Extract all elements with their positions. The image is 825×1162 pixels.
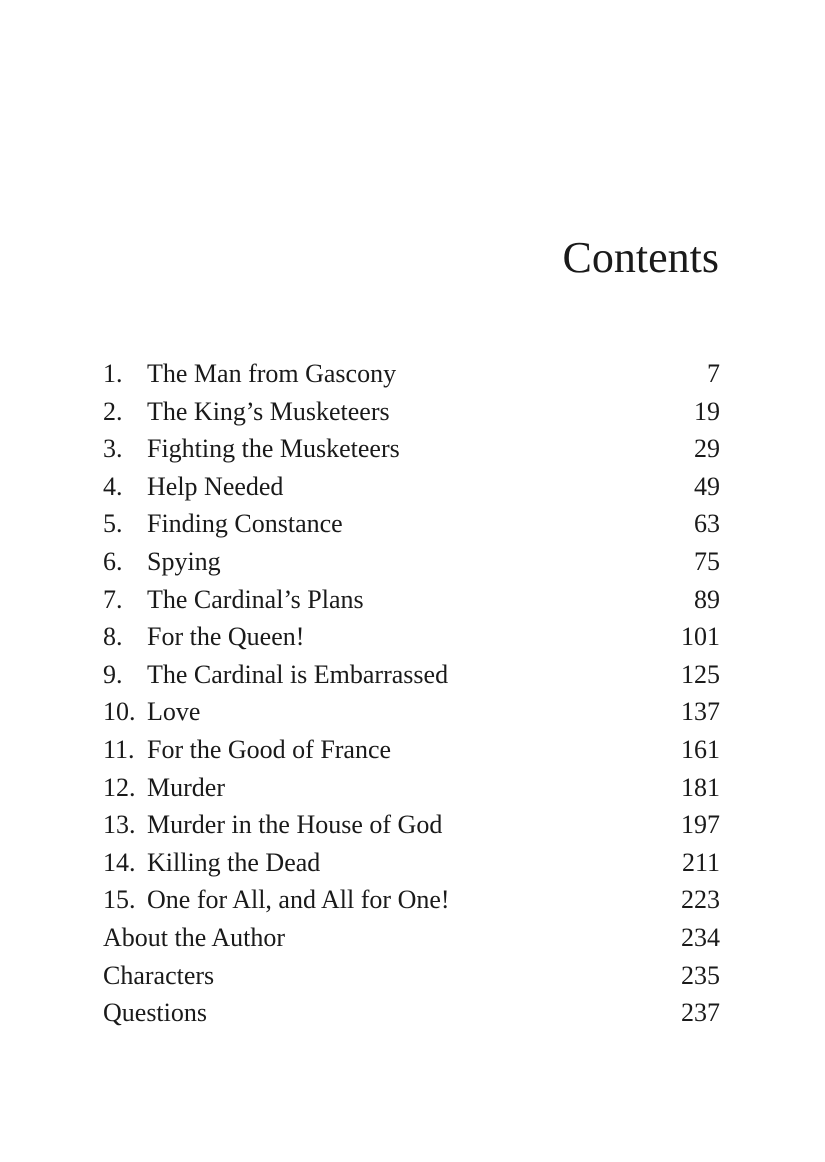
- toc-entry: [103, 618, 720, 656]
- toc-entry-number: 6.: [103, 546, 123, 576]
- toc-entry-title: Questions: [103, 998, 207, 1028]
- toc-entry: [103, 355, 720, 393]
- toc-entry-title: Help Needed: [147, 471, 284, 501]
- toc-entry: [103, 957, 720, 995]
- toc-entry-title: The Cardinal is Embarrassed: [147, 659, 449, 689]
- toc-entry: [103, 844, 720, 882]
- toc-entry-page-number: 7: [707, 359, 720, 388]
- toc-entry-title: Love: [147, 697, 201, 727]
- toc-entry: [103, 543, 720, 581]
- toc-entry-page-number: 101: [681, 622, 720, 652]
- toc-entry-page-number: 29: [694, 434, 720, 464]
- toc-entry-page-number: 49: [694, 471, 720, 501]
- toc-entry: [103, 393, 720, 431]
- toc-entry-number: 12.: [103, 772, 136, 802]
- toc-entry-page-number: 211: [681, 847, 720, 877]
- toc-entry-number: 3.: [103, 434, 123, 464]
- toc-entry-number: 2.: [103, 396, 123, 426]
- toc-entry-number: 1.: [103, 359, 123, 388]
- toc-entry: [103, 430, 720, 468]
- toc-entry-number: 4.: [103, 471, 123, 501]
- toc-entry-title: Fighting the Musketeers: [147, 434, 400, 464]
- toc-entry-page-number: 234: [681, 922, 720, 952]
- toc-entry-number: 13.: [103, 810, 136, 840]
- toc-entry: [103, 505, 720, 543]
- toc-entry-number: 8.: [103, 622, 123, 652]
- toc-entry: [103, 731, 720, 769]
- toc-entry-page-number: 19: [694, 396, 720, 426]
- table-of-contents: [103, 355, 720, 1032]
- toc-entry-title: Spying: [147, 546, 221, 576]
- toc-entry: [103, 581, 720, 619]
- toc-entry: [103, 468, 720, 506]
- page-title: Contents: [562, 233, 719, 282]
- toc-entry-title: Finding Constance: [147, 509, 343, 539]
- toc-entry-page-number: 197: [681, 810, 720, 840]
- toc-entry-title: Killing the Dead: [147, 847, 321, 877]
- toc-entry-page-number: 63: [694, 509, 720, 539]
- toc-entry: [103, 994, 720, 1032]
- toc-entry-title: Characters: [103, 960, 215, 990]
- toc-entry-page-number: 161: [681, 734, 720, 764]
- toc-entry-title: For the Good of France: [147, 734, 392, 764]
- toc-entry-title: The Man from Gascony: [147, 359, 397, 388]
- toc-entry-title: About the Author: [103, 922, 285, 952]
- toc-entry: [103, 806, 720, 844]
- toc-entry-title: The Cardinal’s Plans: [147, 584, 364, 614]
- toc-entry-page-number: 75: [694, 546, 720, 576]
- toc-entry-title: For the Queen!: [147, 622, 305, 652]
- toc-entry: [103, 881, 720, 919]
- toc-entry-title: The King’s Musketeers: [147, 396, 390, 426]
- toc-entry: [103, 656, 720, 694]
- toc-entry-title: One for All, and All for One!: [147, 885, 450, 915]
- toc-entry-page-number: 237: [681, 998, 720, 1028]
- toc-entry-title: Murder in the House of God: [147, 810, 443, 840]
- toc-entry-number: 9.: [103, 659, 123, 689]
- toc-entry: [103, 919, 720, 957]
- toc-entry-page-number: 181: [681, 772, 720, 802]
- toc-entry-number: 7.: [103, 584, 123, 614]
- toc-entry-page-number: 125: [681, 659, 720, 689]
- toc-entry-page-number: 89: [694, 584, 720, 614]
- toc-entry-number: 15.: [103, 885, 136, 915]
- toc-entry-number: 14.: [103, 847, 136, 877]
- toc-entry-number: 5.: [103, 509, 123, 539]
- toc-entry-page-number: 235: [681, 960, 720, 990]
- toc-entry-number: 11.: [103, 734, 135, 764]
- toc-entry-page-number: 223: [681, 885, 720, 915]
- toc-entry-title: Murder: [147, 772, 225, 802]
- toc-entry-number: 10.: [103, 697, 136, 727]
- toc-entry: [103, 769, 720, 807]
- toc-entry: [103, 693, 720, 731]
- toc-entry-page-number: 137: [681, 697, 720, 727]
